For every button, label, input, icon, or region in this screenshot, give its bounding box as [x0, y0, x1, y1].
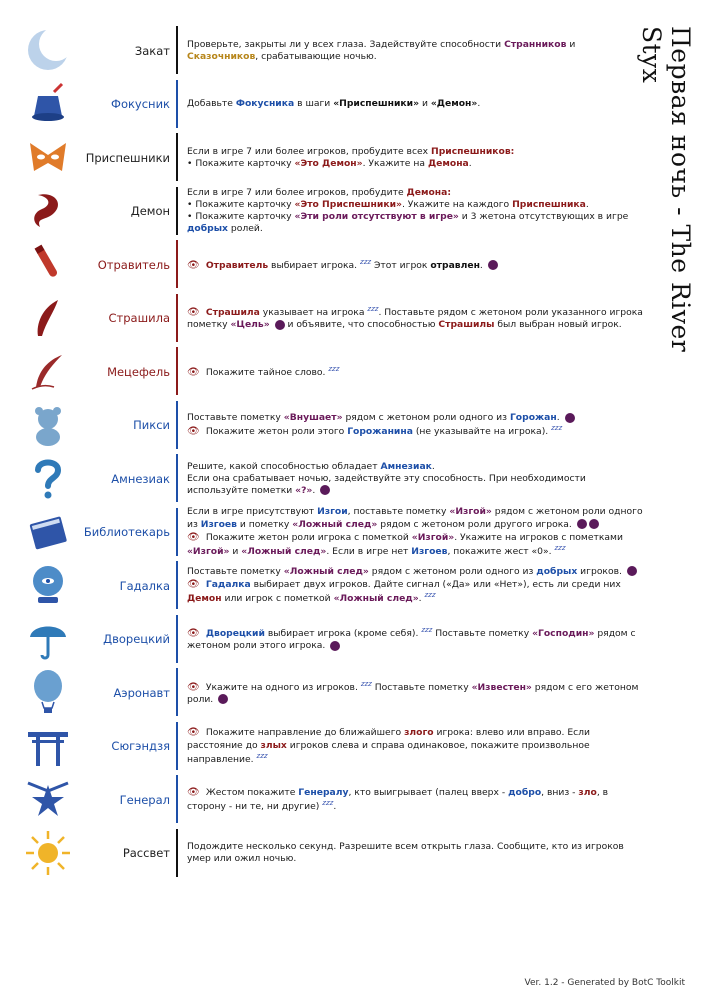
- text-segment: .: [431, 460, 435, 472]
- team-divider: [176, 133, 178, 181]
- sleep-icon: zzz: [421, 626, 433, 635]
- text-segment: .: [479, 259, 486, 271]
- reminder-token-icon: [218, 694, 228, 704]
- keyword: Изгои: [317, 506, 348, 518]
- book-icon: [24, 508, 72, 556]
- character-name: Страшила: [108, 311, 170, 326]
- text-segment: выбирает игрока.: [268, 259, 361, 271]
- keyword: злых: [260, 739, 287, 751]
- night-order-row-dawn: [18, 827, 643, 881]
- question-icon: [24, 454, 72, 502]
- text-segment: .: [585, 199, 589, 211]
- team-divider: [176, 294, 178, 342]
- text-segment: рядом с жетоном роли другого игрока.: [377, 518, 575, 530]
- team-divider: [176, 80, 178, 128]
- character-name: Генерал: [119, 792, 170, 807]
- text-segment: рядом с жетоном роли одного из: [187, 506, 643, 530]
- keyword: «Изгой»: [187, 545, 230, 557]
- character-name: Гадалка: [119, 578, 170, 593]
- character-name: Амнезиак: [111, 471, 170, 486]
- text-segment: и: [566, 38, 576, 50]
- text-segment: Поставьте пометку: [187, 412, 284, 424]
- poison-vial-icon: [24, 240, 72, 288]
- reminder-line: [187, 680, 643, 706]
- reminder-text: [187, 666, 643, 720]
- keyword: злого: [404, 727, 434, 739]
- text-segment: ролей.: [227, 223, 263, 235]
- text-segment: (не указывайте на игрока).: [412, 426, 552, 438]
- keyword: Гадалка: [205, 579, 251, 591]
- text-segment: Покажите жетон роли игрока с пометкой: [205, 531, 412, 543]
- night-order-row-mezepheles: [18, 345, 643, 399]
- sleep-icon: zzz: [554, 543, 566, 552]
- keyword: Приспешников:: [431, 145, 515, 157]
- text-segment: • Покажите карточку: [187, 157, 295, 169]
- reminder-line: [187, 786, 643, 813]
- team-divider: [176, 26, 178, 74]
- magic-hat-icon: [24, 80, 72, 128]
- eye-icon: 👁: [187, 426, 203, 438]
- text-segment: и: [419, 98, 431, 110]
- night-order-row-balloonist: [18, 666, 643, 720]
- keyword: «Ложный след»: [241, 545, 327, 557]
- text-segment: • Покажите карточку: [187, 211, 295, 223]
- text-segment: , покажите жест «0».: [447, 545, 555, 557]
- reminder-token-icon: [330, 641, 340, 651]
- text-segment: , поставьте пометку: [347, 506, 450, 518]
- keyword: Сказочников: [187, 50, 256, 62]
- reminder-text: [187, 292, 643, 346]
- character-name: Отравитель: [97, 257, 170, 272]
- text-segment: и 3 жетона отсутствующих в игре: [458, 211, 629, 223]
- text-segment: Покажите жетон роли этого: [205, 426, 348, 438]
- keyword: «Эти роли отсутствуют в игре»: [294, 211, 459, 223]
- keyword: Странников: [504, 38, 567, 50]
- text-segment: Жестом покажите: [205, 787, 299, 799]
- reminder-text: [187, 345, 643, 399]
- character-name: Приспешники: [85, 150, 170, 165]
- team-divider: [176, 668, 178, 716]
- text-segment: .: [333, 801, 337, 813]
- night-order-row-shugenja: [18, 720, 643, 774]
- text-segment: игроков слева и справа одинаковое, покажите произвольное направление.: [187, 739, 590, 765]
- reminder-line: [187, 566, 643, 578]
- reminder-text: [187, 78, 643, 132]
- text-segment: Если в игре 7 или более игроков, пробудите: [187, 186, 407, 198]
- reminder-text: [187, 238, 643, 292]
- night-order-row-poisoner: [18, 238, 643, 292]
- keyword: добро: [508, 787, 542, 799]
- keyword: «Ложный след»: [333, 593, 419, 605]
- keyword: Приспешника: [512, 199, 586, 211]
- mask-icon: [24, 133, 72, 181]
- text-segment: и пометку: [236, 518, 293, 530]
- keyword: Горожан: [509, 412, 557, 424]
- keyword: «?»: [295, 484, 313, 496]
- text-segment: выбирает двух игроков. Дайте сигнал («Да» или «Нет»), есть ли среди них: [250, 579, 621, 591]
- text-segment: выбирает игрока (кроме себя).: [264, 628, 422, 640]
- character-name: Дворецкий: [103, 632, 170, 647]
- reminder-line: [187, 365, 643, 379]
- team-divider: [176, 401, 178, 449]
- keyword: зло: [578, 787, 597, 799]
- keyword: Изгоев: [200, 518, 237, 530]
- text-segment: Поставьте пометку: [371, 681, 472, 693]
- reminder-token-icon: [565, 413, 575, 423]
- reminder-token-icon: [627, 566, 637, 576]
- night-order-row-amnesiac: [18, 452, 643, 506]
- character-name: Пикси: [133, 418, 170, 433]
- eye-icon: 👁: [187, 787, 203, 799]
- reminder-token-icon: [577, 519, 587, 529]
- star-insignia-icon: [24, 775, 72, 823]
- team-divider: [176, 561, 178, 609]
- reminder-line: [187, 146, 643, 158]
- text-segment: Покажите направление до ближайшего: [205, 727, 405, 739]
- sleep-icon: zzz: [360, 257, 372, 266]
- reminder-text: [187, 827, 643, 881]
- balloon-icon: [24, 668, 72, 716]
- night-order-row-sunset: [18, 24, 643, 78]
- character-name: Аэронавт: [113, 685, 170, 700]
- character-name: Сюгэндзя: [111, 739, 170, 754]
- night-order-row-widow: [18, 292, 643, 346]
- character-name: Мецефель: [107, 364, 170, 379]
- night-order-row-pixie: [18, 399, 643, 453]
- text-segment: Поставьте пометку: [187, 565, 284, 577]
- text-segment: . Укажите на игроков с пометками: [454, 531, 623, 543]
- text-segment: Подождите несколько секунд. Разрешите всем открыть глаза. Сообщите, кто из игроков умер или ожил ночью.: [187, 841, 624, 865]
- character-name: Фокусник: [111, 97, 170, 112]
- text-segment: или игрок с пометкой: [221, 593, 334, 605]
- text-segment: .: [312, 484, 319, 496]
- team-divider: [176, 829, 178, 877]
- sleep-icon: zzz: [322, 799, 334, 808]
- night-order-row-general: [18, 773, 643, 827]
- reminder-text: [187, 399, 643, 453]
- text-segment: Покажите тайное слово.: [205, 366, 329, 378]
- keyword: «Изгой»: [411, 531, 455, 543]
- umbrella-icon: [24, 615, 72, 663]
- text-segment: Поставьте пометку: [432, 628, 533, 640]
- eye-icon: 👁: [187, 531, 203, 543]
- eye-icon: 👁: [187, 366, 203, 378]
- sleep-icon: zzz: [256, 751, 268, 760]
- text-segment: Если она срабатывает ночью, задействуйте эту способность. При необходимости используйте пометки: [187, 472, 586, 496]
- eye-icon: 👁: [187, 628, 203, 640]
- night-order-row-librarian: [18, 506, 643, 560]
- reminder-text: [187, 506, 643, 560]
- text-segment: .: [477, 98, 481, 110]
- reminder-line: [187, 98, 643, 110]
- torii-gate-icon: [24, 722, 72, 770]
- reminder-text: [187, 773, 643, 827]
- reminder-text: [187, 559, 643, 613]
- team-divider: [176, 454, 178, 502]
- text-segment: в шаги: [294, 98, 334, 110]
- keyword: «Это Приспешники»: [294, 199, 402, 211]
- reminder-line: [187, 187, 643, 199]
- eye-icon: 👁: [187, 259, 203, 271]
- keyword: Дворецкий: [205, 628, 265, 640]
- text-segment: .: [468, 157, 472, 169]
- quill-icon: [24, 347, 72, 395]
- team-divider: [176, 347, 178, 395]
- sleep-icon: zzz: [367, 305, 379, 314]
- text-segment: , вниз -: [541, 787, 579, 799]
- reminder-token-icon: [488, 260, 498, 270]
- reminder-token-icon: [275, 320, 285, 330]
- footer-version: Ver. 1.2 - Generated by BotC Toolkit: [524, 978, 685, 988]
- keyword: добрых: [536, 565, 578, 577]
- text-segment: [270, 319, 273, 330]
- reminder-text: [187, 613, 643, 667]
- text-segment: Укажите на одного из игроков.: [205, 681, 361, 693]
- keyword: Страшилы: [438, 319, 495, 331]
- text-segment: и объявите, что способностью: [284, 319, 439, 331]
- reminder-line: [187, 726, 643, 766]
- text-segment: , кто выигрывает (палец вверх -: [348, 787, 509, 799]
- character-name: Рассвет: [122, 846, 170, 861]
- text-segment: Если в игре присутствуют: [187, 506, 318, 518]
- keyword: добрых: [187, 223, 228, 235]
- page-title: Первая ночь - The River Styx: [637, 26, 695, 353]
- reminder-line: [187, 39, 643, 63]
- team-divider: [176, 240, 178, 288]
- text-segment: указывает на игрока: [259, 307, 368, 319]
- keyword: Страшила: [205, 307, 260, 319]
- night-order-row-fortune_teller: [18, 559, 643, 613]
- keyword: Демон: [187, 593, 222, 605]
- eye-icon: 👁: [187, 307, 203, 319]
- reminder-token-icon: [589, 519, 599, 529]
- text-segment: . Если в игре нет: [326, 545, 412, 557]
- keyword: Горожанина: [347, 426, 413, 438]
- text-segment: , срабатывающие ночью.: [255, 50, 377, 62]
- sleep-icon: zzz: [360, 679, 372, 688]
- reminder-line: [187, 424, 643, 438]
- text-segment: Решите, какой способностью обладает: [187, 460, 381, 472]
- crystal-ball-icon: [24, 561, 72, 609]
- team-divider: [176, 775, 178, 823]
- team-divider: [176, 508, 178, 556]
- text-segment: Проверьте, закрыты ли у всех глаза. Задействуйте способности: [187, 38, 505, 50]
- reminder-line: [187, 461, 643, 473]
- text-segment: . Укажите на: [362, 157, 428, 169]
- character-name: Демон: [130, 204, 170, 219]
- team-divider: [176, 722, 178, 770]
- night-order-row-magician: [18, 78, 643, 132]
- night-order-row-demon: [18, 185, 643, 239]
- night-order-row-minions: [18, 131, 643, 185]
- text-segment: Добавьте: [187, 98, 236, 110]
- night-order-row-butler: [18, 613, 643, 667]
- reminder-line: [187, 412, 643, 424]
- keyword: «Ложный след»: [292, 518, 378, 530]
- text-segment: был выбран новый игрок.: [494, 319, 622, 331]
- keyword: «Известен»: [471, 681, 532, 693]
- keyword: Генералу: [298, 787, 349, 799]
- keyword: «Это Демон»: [294, 157, 363, 169]
- keyword: Отравитель: [205, 259, 269, 271]
- text-segment: . Поставьте рядом с жетоном роли указанного игрока пометку: [187, 307, 643, 331]
- reminder-line: [187, 305, 643, 331]
- night-order-list: [18, 24, 643, 880]
- keyword: «Приспешники»: [333, 98, 420, 110]
- reminder-line: [187, 211, 643, 235]
- keyword: «Ложный след»: [283, 565, 369, 577]
- sun-icon: [24, 829, 72, 877]
- text-segment: .: [556, 412, 563, 424]
- sleep-icon: zzz: [424, 591, 436, 600]
- keyword: отравлен: [430, 259, 480, 271]
- reminder-text: [187, 24, 643, 78]
- text-segment: игрока: влево или вправо. Если расстояние до: [187, 727, 591, 751]
- keyword: «Изгой»: [449, 506, 492, 518]
- keyword: «Внушает»: [283, 412, 343, 424]
- reminder-text: [187, 185, 643, 239]
- text-segment: . Укажите на каждого: [401, 199, 513, 211]
- keyword: Фокусника: [235, 98, 295, 110]
- keyword: Демона:: [406, 186, 451, 198]
- text-segment: рядом с жетоном роли этого игрока.: [187, 628, 636, 652]
- character-name: Закат: [134, 43, 170, 58]
- text-segment: .: [418, 593, 425, 605]
- text-segment: рядом с жетоном роли одного из: [368, 565, 537, 577]
- team-divider: [176, 187, 178, 235]
- keyword: «Господин»: [532, 628, 595, 640]
- keyword: Амнезиак: [380, 460, 432, 472]
- text-segment: • Покажите карточку: [187, 199, 295, 211]
- text-segment: Этот игрок: [371, 259, 431, 271]
- reminder-line: [187, 626, 643, 652]
- reminder-text: [187, 131, 643, 185]
- demon-icon: [24, 187, 72, 235]
- reminder-line: [187, 473, 643, 497]
- reminder-line: [187, 199, 643, 211]
- reminder-token-icon: [320, 485, 330, 495]
- sleep-icon: zzz: [551, 424, 563, 433]
- reminder-line: [187, 506, 643, 530]
- eye-icon: 👁: [187, 579, 203, 591]
- keyword: Изгоев: [411, 545, 448, 557]
- text-segment: рядом с жетоном роли одного из: [342, 412, 510, 424]
- reminder-line: [187, 531, 643, 558]
- text-segment: Если в игре 7 или более игроков, пробудите всех: [187, 145, 432, 157]
- teddy-bear-icon: [24, 401, 72, 449]
- reminder-line: [187, 578, 643, 605]
- text-segment: , в сторону - ни те, ни другие): [187, 787, 609, 813]
- character-name: Библиотекарь: [83, 525, 170, 540]
- sleep-icon: zzz: [328, 364, 340, 373]
- eye-icon: 👁: [187, 727, 203, 739]
- keyword: «Цель»: [230, 319, 270, 331]
- reminder-text: [187, 452, 643, 506]
- team-divider: [176, 615, 178, 663]
- reminder-text: [187, 720, 643, 774]
- moon-icon: [24, 26, 72, 74]
- reminder-line: [187, 158, 643, 170]
- text-segment: и: [229, 545, 242, 557]
- keyword: Демона: [427, 157, 469, 169]
- text-segment: рядом с его жетоном роли.: [187, 681, 639, 705]
- eye-icon: 👁: [187, 681, 203, 693]
- feather-icon: [24, 294, 72, 342]
- reminder-line: [187, 841, 643, 865]
- keyword: «Демон»: [430, 98, 478, 110]
- reminder-line: [187, 258, 643, 272]
- text-segment: игроков.: [577, 565, 625, 577]
